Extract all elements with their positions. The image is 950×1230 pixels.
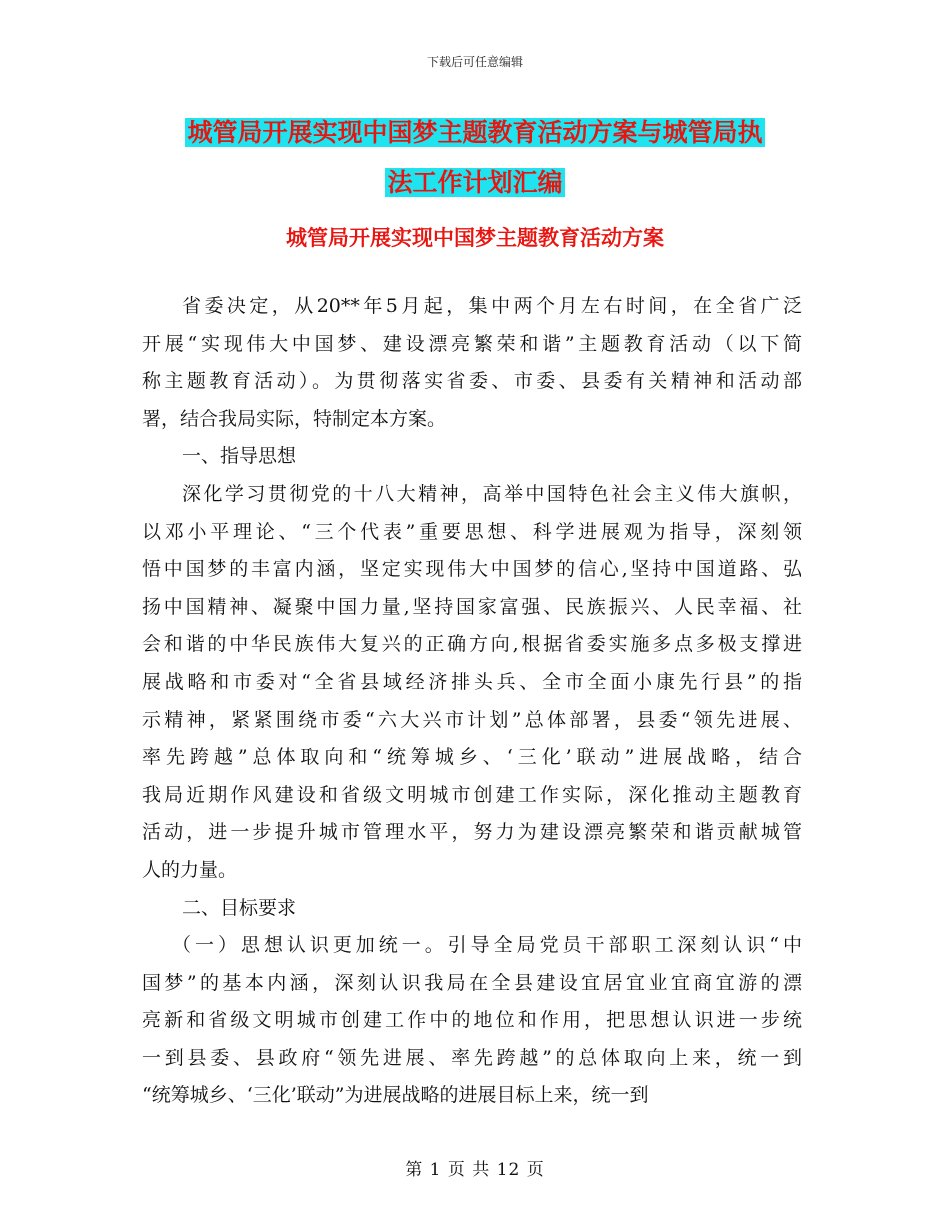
document-title-line-2: 法工作计划汇编 bbox=[387, 168, 563, 197]
document-title bbox=[150, 108, 800, 208]
paragraph-line: （一）思想认识更加统一。引导全局党员干部职工深刻认识“中 bbox=[172, 934, 802, 957]
paragraph-line: 国梦”的基本内涵，深刻认识我局在全县建设宜居宜业宜商宜游的漂 bbox=[142, 971, 802, 994]
paragraph-line: “统筹城乡、‘三化’联动”为进展战略的进展目标上来，统一到 bbox=[142, 1084, 649, 1107]
paragraph-line: 展战略和市委对“全省县域经济排头兵、全市全面小康先行县”的指 bbox=[142, 670, 802, 693]
heading-guiding-thought: 一、指导思想 bbox=[182, 445, 297, 468]
paragraph-line: 会和谐的中华民族伟大复兴的正确方向,根据省委实施多点多极支撑进 bbox=[142, 633, 802, 656]
paragraph-line: 我局近期作风建设和省级文明城市创建工作实际，深化推动主题教育 bbox=[142, 783, 802, 806]
paragraph-line: 署，结合我局实际，特制定本方案。 bbox=[142, 407, 447, 430]
paragraph-line: 省委决定，从20**年5月起，集中两个月左右时间，在全省广泛 bbox=[182, 295, 802, 317]
paragraph-line: 活动，进一步提升城市管理水平，努力为建设漂亮繁荣和谐贡献城管 bbox=[142, 821, 802, 844]
document-body bbox=[142, 288, 802, 1115]
paragraph-line: 示精神，紧紧围绕市委“六大兴市计划”总体部署，县委“领先进展、 bbox=[142, 708, 802, 731]
paragraph-line: 开展“实现伟大中国梦、建设漂亮繁荣和谐”主题教育活动（以下简 bbox=[142, 332, 802, 355]
paragraph-line: 扬中国精神、凝聚中国力量,坚持国家富强、民族振兴、人民幸福、社 bbox=[142, 595, 802, 618]
document-title-line-1: 城管局开展实现中国梦主题教育活动方案与城管局执 bbox=[187, 118, 763, 147]
paragraph-line: 悟中国梦的丰富内涵，坚定实现伟大中国梦的信心,坚持中国道路、弘 bbox=[142, 558, 802, 581]
heading-goals: 二、目标要求 bbox=[182, 896, 297, 919]
paragraph-line: 称主题教育活动）。为贯彻落实省委、市委、县委有关精神和活动部 bbox=[142, 370, 802, 393]
paragraph-line: 深化学习贯彻党的十八大精神，高举中国特色社会主义伟大旗帜， bbox=[182, 482, 802, 505]
paragraph-line: 一到县委、县政府“领先进展、率先跨越”的总体取向上来，统一到 bbox=[142, 1046, 802, 1069]
section-title: 城管局开展实现中国梦主题教育活动方案 bbox=[286, 225, 664, 250]
paragraph-line: 亮新和省级文明城市创建工作中的地位和作用，把思想认识进一步统 bbox=[142, 1009, 802, 1032]
page-number-footer: 第 1 页 共 12 页 bbox=[405, 1160, 545, 1180]
page-header-note: 下载后可任意编辑 bbox=[426, 55, 523, 69]
paragraph-line: 人的力量。 bbox=[142, 858, 238, 881]
paragraph-line: 率先跨越”总体取向和“统筹城乡、‘三化’联动”进展战略，结合 bbox=[142, 746, 802, 769]
paragraph-line: 以邓小平理论、“三个代表”重要思想、科学进展观为指导，深刻领 bbox=[142, 520, 802, 543]
